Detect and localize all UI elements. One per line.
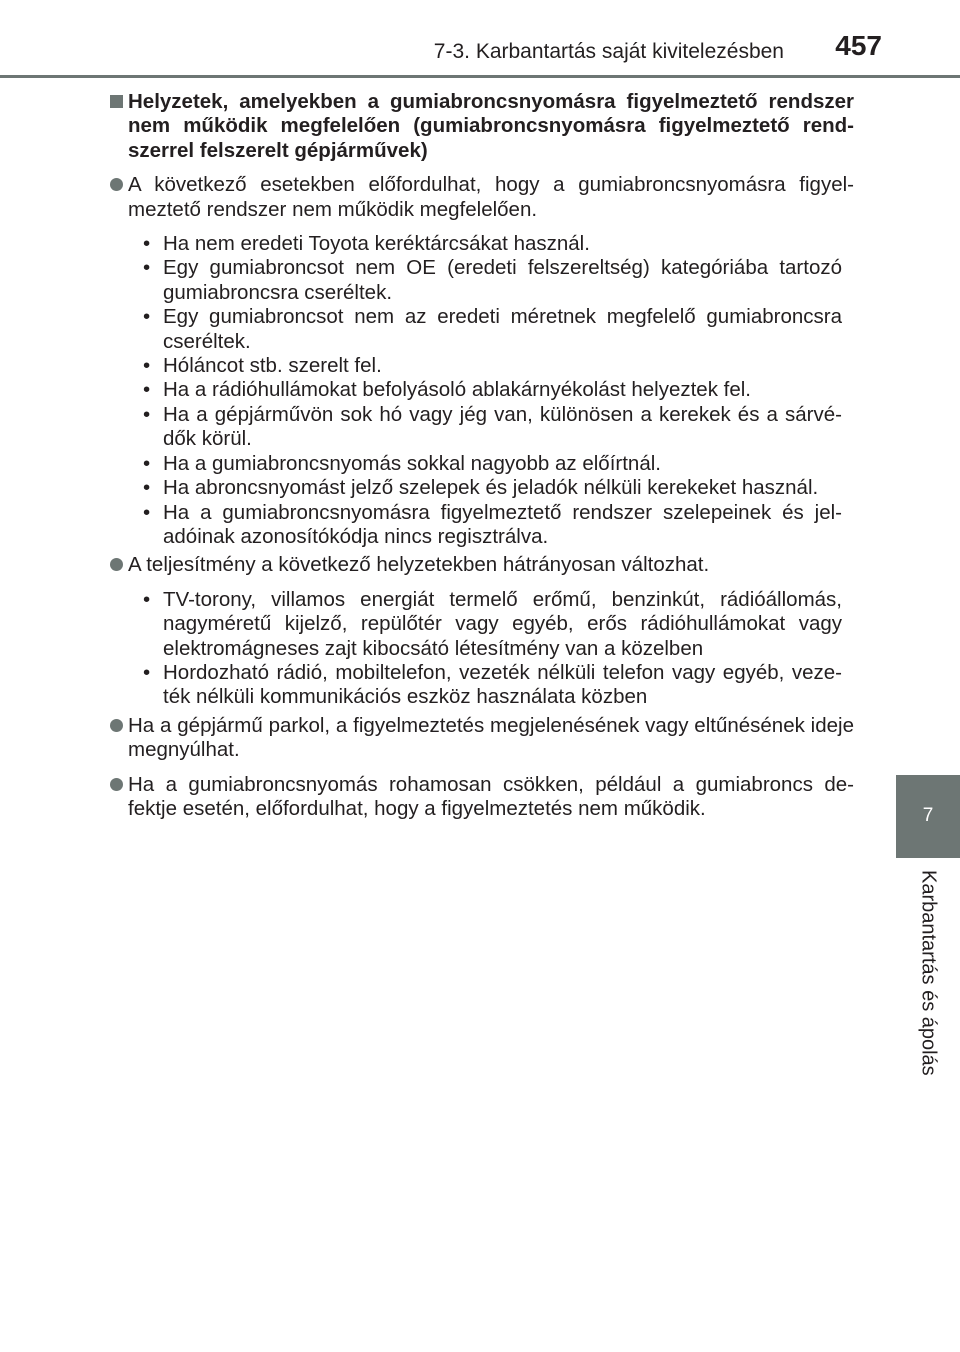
chapter-number: 7 xyxy=(922,805,934,826)
circle-bullet-icon xyxy=(110,719,123,732)
page-number: 457 xyxy=(835,30,882,61)
list-item xyxy=(110,232,854,256)
list-dot: • xyxy=(143,354,151,378)
paragraph-4-text: Ha a gumiabroncsnyomás rohamosan csökken, például a gumiabroncs de-fektje esetén, előfordulhat, hogy a figyelmeztetés nem működik. xyxy=(128,772,854,820)
section-heading-text: Helyzetek, amelyekben a gumiabroncsnyomásra figyelmeztető rendszer nem működik megfelelően (gumiabroncsnyomásra figyelmeztető rend-szerrel felszerelt gépjárművek) xyxy=(128,90,854,162)
list-item-text: Ha a gumiabroncsnyomásra figyelmeztető rendszer szelepeinek és jel-adóinak azonosítókódja nincs regisztrálva. xyxy=(163,500,842,548)
circle-bullet-icon xyxy=(110,178,123,191)
list-item xyxy=(110,476,854,500)
paragraph-2-text: A teljesítmény a következő helyzetekben hátrányosan változhat. xyxy=(128,553,710,577)
paragraph-3-text: Ha a gépjármű parkol, a figyelmeztetés megjelenésének vagy eltűnésének ideje megnyúlhat. xyxy=(128,713,854,762)
list-dot: • xyxy=(143,587,151,611)
chapter-title: Karbantartás és ápolás xyxy=(917,870,940,1076)
list-1 xyxy=(110,232,854,549)
list-item-text: TV-torony, villamos energiát termelő erőmű, benzinkút, rádióállomás, nagyméretű kijelző, repülőtér vagy egyéb, erős rádióhullámokat vagy elektromágneses zajt kibocsátó létesítmény van a közelben xyxy=(163,587,842,660)
list-dot: • xyxy=(143,476,151,500)
list-item xyxy=(110,305,854,354)
paragraph-3 xyxy=(110,714,854,763)
list-item xyxy=(110,588,854,661)
list-item xyxy=(110,354,854,378)
list-item-text: Egy gumiabroncsot nem az eredeti méretnek megfelelő gumiabroncsra cseréltek. xyxy=(163,305,842,353)
list-item xyxy=(110,501,854,550)
chapter-tab xyxy=(896,775,960,858)
circle-bullet-icon xyxy=(110,778,123,791)
list-dot: • xyxy=(143,660,151,684)
list-item-text: Ha a gumiabroncsnyomás sokkal nagyobb az előírtnál. xyxy=(163,451,661,475)
list-dot: • xyxy=(143,232,151,256)
list-item xyxy=(110,378,854,402)
list-item-text: Egy gumiabroncsot nem OE (eredeti felszereltség) kategóriába tartozó gumiabroncsra cseréltek. xyxy=(163,256,842,304)
paragraph-4 xyxy=(110,773,854,822)
list-dot: • xyxy=(143,378,151,402)
header-rule xyxy=(0,75,960,78)
list-item xyxy=(110,661,854,710)
list-item-text: Ha a rádióhullámokat befolyásoló ablakárnyékolást helyeztek fel. xyxy=(163,378,752,402)
list-item xyxy=(110,256,854,305)
header-section-title: 7-3. Karbantartás saját kivitelezésben xyxy=(433,40,784,63)
paragraph-2 xyxy=(110,553,854,577)
list-dot: • xyxy=(143,256,151,280)
list-dot: • xyxy=(143,500,151,524)
main-content xyxy=(110,90,854,821)
paragraph-1-text: A következő esetekben előfordulhat, hogy a gumiabroncsnyomásra figyel-meztető rendszer nem működik megfelelően. xyxy=(128,173,854,221)
square-bullet-icon xyxy=(110,95,123,108)
list-item-text: Hóláncot stb. szerelt fel. xyxy=(163,354,382,378)
circle-bullet-icon xyxy=(110,558,123,571)
chapter-title-vertical xyxy=(896,858,960,1118)
list-2 xyxy=(110,588,854,710)
list-dot: • xyxy=(143,451,151,475)
paragraph-1 xyxy=(110,173,854,222)
list-item-text: Ha abroncsnyomást jelző szelepek és jeladók nélküli kerekeket használ. xyxy=(163,476,819,500)
list-dot: • xyxy=(143,305,151,329)
list-item-text: Ha nem eredeti Toyota keréktárcsákat használ. xyxy=(163,232,590,256)
list-item xyxy=(110,403,854,452)
list-item xyxy=(110,452,854,476)
list-dot: • xyxy=(143,402,151,426)
list-item-text: Ha a gépjárművön sok hó vagy jég van, különösen a kerekek és a sárvé-dők körül. xyxy=(163,402,842,451)
section-heading xyxy=(110,90,854,163)
list-item-text: Hordozható rádió, mobiltelefon, vezeték nélküli telefon vagy egyéb, veze-ték nélküli kommunikációs eszköz használata közben xyxy=(163,660,842,709)
